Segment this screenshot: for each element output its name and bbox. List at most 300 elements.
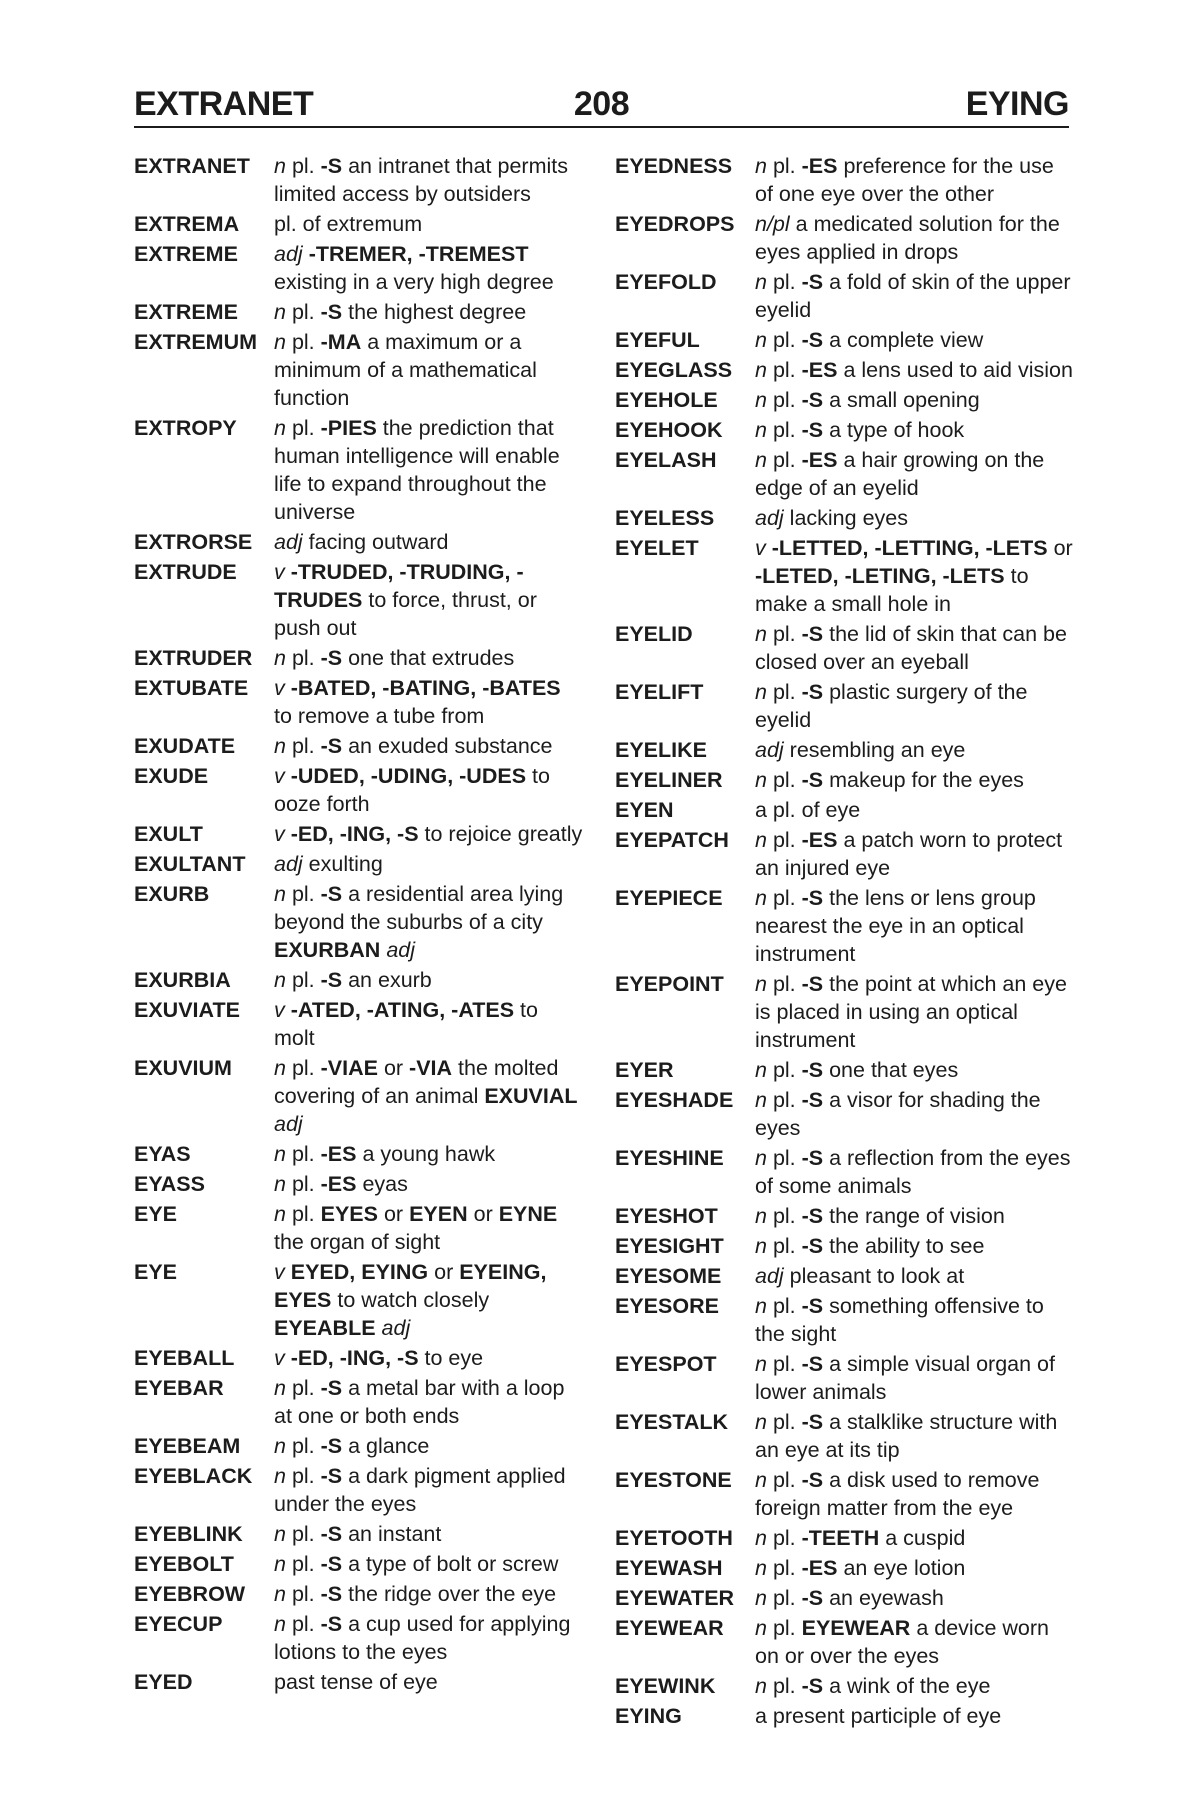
part-of-speech: adj — [386, 938, 416, 962]
part-of-speech: n — [755, 448, 767, 472]
definition — [274, 1170, 584, 1198]
definition-text: the lid of skin that can be closed over an eyeball — [755, 622, 1067, 674]
definition — [755, 504, 1075, 532]
part-of-speech: adj — [381, 1316, 411, 1340]
dictionary-entry — [134, 1344, 584, 1372]
definition-text: pl. — [285, 1142, 321, 1166]
definition-text: pl. — [766, 448, 802, 472]
headword: EXUDE — [134, 764, 209, 788]
definition — [755, 970, 1075, 1054]
definition-text: pl. — [766, 1058, 802, 1082]
definition — [274, 762, 584, 818]
definition-text: to eye — [418, 1346, 484, 1370]
dictionary-entry — [615, 620, 1075, 676]
inflection: -ES — [320, 1142, 357, 1166]
part-of-speech: adj — [755, 506, 784, 530]
inflection: -S — [320, 882, 343, 906]
headword: EYEFOLD — [615, 270, 717, 294]
definition — [755, 386, 1075, 414]
definition-text: facing outward — [302, 530, 449, 554]
inflection: EYEN — [409, 1202, 468, 1226]
dictionary-entry — [134, 1550, 584, 1578]
dictionary-entry — [615, 736, 1075, 764]
definition-text: pl. — [766, 1468, 802, 1492]
definition — [755, 1086, 1075, 1142]
definition — [274, 1140, 584, 1168]
part-of-speech: n — [755, 1616, 767, 1640]
inflection: -S — [801, 418, 824, 442]
headword: EYEBOLT — [134, 1552, 234, 1576]
inflection: -ED, -ING, -S — [290, 822, 419, 846]
dictionary-entry — [615, 1466, 1075, 1522]
definition-text: pl. — [285, 1056, 321, 1080]
dictionary-entry — [134, 1258, 584, 1342]
definition — [274, 1668, 584, 1696]
definition-text: or — [467, 1202, 499, 1226]
headword: EYESOME — [615, 1264, 722, 1288]
definition — [274, 1374, 584, 1430]
left-column — [134, 152, 584, 1698]
headword: EYASS — [134, 1172, 205, 1196]
definition-text: a cup used for applying lotions to the eyes — [274, 1612, 571, 1664]
definition-text: a type of hook — [823, 418, 965, 442]
headword: EXURB — [134, 882, 210, 906]
headword: EYE — [134, 1260, 178, 1284]
headword: EXTRANET — [134, 154, 250, 178]
definition-text: a residential area lying beyond the suburbs of a city — [274, 882, 564, 934]
definition-text: a disk used to remove foreign matter from the eye — [755, 1468, 1040, 1520]
headword: EXTREMUM — [134, 330, 258, 354]
definition — [274, 1462, 584, 1518]
dictionary-entry — [615, 1408, 1075, 1464]
part-of-speech: adj — [755, 738, 784, 762]
part-of-speech: adj — [274, 1112, 303, 1136]
definition-text: the ridge over the eye — [342, 1582, 557, 1606]
definition-text: pl. — [766, 768, 802, 792]
part-of-speech: n — [755, 1146, 767, 1170]
definition-text: a simple visual organ of lower animals — [755, 1352, 1055, 1404]
headword: EYELIKE — [615, 738, 707, 762]
headword: EYEBLACK — [134, 1464, 253, 1488]
definition-text: pl. — [285, 1376, 321, 1400]
dictionary-entry — [615, 326, 1075, 354]
inflection: -TREMER, -TREMEST — [308, 242, 529, 266]
running-head-last-word: EYING — [965, 85, 1069, 123]
inflection: -ED, -ING, -S — [290, 1346, 419, 1370]
inflection: -S — [320, 1522, 343, 1546]
headword: EYAS — [134, 1142, 191, 1166]
part-of-speech: n — [274, 1612, 286, 1636]
definition-text: pl. — [766, 680, 802, 704]
definition-text: past tense of eye — [274, 1670, 438, 1694]
definition-text: an intranet that permits limited access by outsiders — [274, 154, 568, 206]
definition-text: a type of bolt or screw — [342, 1552, 559, 1576]
inflection: -S — [320, 154, 343, 178]
dictionary-entry — [134, 210, 584, 238]
page-header — [134, 78, 1069, 128]
headword: EYESHOT — [615, 1204, 718, 1228]
headword: EXULTANT — [134, 852, 246, 876]
definition-text: the highest degree — [342, 300, 527, 324]
part-of-speech: n — [755, 1526, 767, 1550]
part-of-speech: n — [274, 300, 286, 324]
definition — [274, 1550, 584, 1578]
dictionary-entry — [134, 1432, 584, 1460]
dictionary-entry — [134, 240, 584, 296]
headword: EXTROPY — [134, 416, 237, 440]
definition — [755, 736, 1075, 764]
part-of-speech: n — [274, 968, 286, 992]
inflection: -S — [320, 1464, 343, 1488]
definition — [274, 1580, 584, 1608]
headword: EYESIGHT — [615, 1234, 724, 1258]
headword: EXTUBATE — [134, 676, 249, 700]
dictionary-entry — [134, 966, 584, 994]
dictionary-entry — [134, 328, 584, 412]
definition — [274, 820, 584, 848]
definition-text: resembling an eye — [783, 738, 966, 762]
definition — [274, 966, 584, 994]
inflection: -S — [801, 1058, 824, 1082]
part-of-speech: n — [755, 886, 767, 910]
definition — [755, 1408, 1075, 1464]
inflection: -S — [320, 1434, 343, 1458]
definition — [755, 446, 1075, 502]
definition-text: preference for the use of one eye over the other — [755, 154, 1054, 206]
definition-text: pl. — [285, 1172, 321, 1196]
inflection: EYEING, EYES — [274, 1260, 547, 1312]
definition-text: pl. — [766, 1674, 802, 1698]
definition-text: to force, thrust, or push out — [274, 588, 537, 640]
part-of-speech: v — [274, 822, 285, 846]
definition — [755, 268, 1075, 324]
part-of-speech: n — [755, 622, 767, 646]
headword: EYER — [615, 1058, 674, 1082]
headword: EXTRUDE — [134, 560, 237, 584]
part-of-speech: v — [755, 536, 766, 560]
definition-text: the organ of sight — [274, 1230, 441, 1254]
dictionary-entry — [615, 446, 1075, 502]
definition — [755, 826, 1075, 882]
dictionary-entry — [134, 1610, 584, 1666]
dictionary-entry — [615, 1202, 1075, 1230]
inflection: -ES — [320, 1172, 357, 1196]
definition — [755, 416, 1075, 444]
dictionary-entry — [615, 1672, 1075, 1700]
dictionary-entry — [134, 1200, 584, 1256]
dictionary-entry — [615, 210, 1075, 266]
dictionary-entry — [615, 416, 1075, 444]
dictionary-entry — [134, 1170, 584, 1198]
inflection: -S — [320, 1582, 343, 1606]
definition — [755, 326, 1075, 354]
part-of-speech: v — [274, 560, 285, 584]
part-of-speech: n — [755, 1058, 767, 1082]
running-head-first-word: EXTRANET — [134, 85, 314, 123]
definition-text: existing in a very high degree — [274, 270, 554, 294]
definition-text: or — [377, 1056, 410, 1080]
definition-text: pl. — [766, 828, 802, 852]
definition — [274, 528, 584, 556]
headword: EYESHADE — [615, 1088, 734, 1112]
inflection: -TEETH — [801, 1526, 880, 1550]
part-of-speech: n — [755, 1674, 767, 1698]
inflection: -S — [801, 1204, 824, 1228]
headword: EYEBAR — [134, 1376, 224, 1400]
definition — [755, 534, 1075, 618]
definition-text: pl. — [766, 154, 802, 178]
part-of-speech: v — [274, 1346, 285, 1370]
definition-text: a pl. of eye — [755, 798, 861, 822]
dictionary-entry — [615, 1554, 1075, 1582]
definition-text: pl. — [766, 418, 802, 442]
part-of-speech: n — [274, 1582, 286, 1606]
inflection: -VIA — [409, 1056, 453, 1080]
part-of-speech: n — [755, 328, 767, 352]
definition-text: pl. — [766, 1410, 802, 1434]
dictionary-entry — [615, 796, 1075, 824]
definition-text: to watch closely — [331, 1288, 490, 1312]
definition-text: pl. — [285, 1552, 321, 1576]
definition-text: or — [428, 1260, 460, 1284]
definition — [274, 1200, 584, 1256]
part-of-speech: n — [755, 270, 767, 294]
definition-text: pl. — [766, 1234, 802, 1258]
definition-text: pl. — [766, 622, 802, 646]
definition-text: an instant — [342, 1522, 442, 1546]
headword: EYEBLINK — [134, 1522, 243, 1546]
inflection: -S — [801, 768, 824, 792]
headword: EYEDNESS — [615, 154, 733, 178]
headword: EYEBROW — [134, 1582, 246, 1606]
dictionary-entry — [134, 820, 584, 848]
inflection: -S — [801, 1468, 824, 1492]
definition — [755, 620, 1075, 676]
definition-text: a wink of the eye — [823, 1674, 991, 1698]
definition-text: makeup for the eyes — [823, 768, 1024, 792]
headword: EXURBIA — [134, 968, 231, 992]
definition — [755, 210, 1075, 266]
dictionary-entry — [134, 528, 584, 556]
definition-text: pl. — [285, 1522, 321, 1546]
inflection: -S — [320, 734, 343, 758]
definition-text: pl. — [285, 300, 321, 324]
headword: EYEWASH — [615, 1556, 723, 1580]
headword: EYELINER — [615, 768, 723, 792]
part-of-speech: n — [274, 1172, 286, 1196]
definition — [755, 1584, 1075, 1612]
headword: EYE — [134, 1202, 178, 1226]
definition — [274, 674, 584, 730]
definition-text: pl. — [766, 886, 802, 910]
dictionary-entry — [134, 850, 584, 878]
definition-text: a hair growing on the edge of an eyelid — [755, 448, 1045, 500]
definition-text: pl. — [766, 1616, 802, 1640]
definition-text: a visor for shading the eyes — [755, 1088, 1041, 1140]
headword: EYEDROPS — [615, 212, 735, 236]
definition — [755, 678, 1075, 734]
definition — [755, 1262, 1075, 1290]
definition-text: something offensive to the sight — [755, 1294, 1044, 1346]
definition-text: pl. — [285, 646, 321, 670]
definition — [755, 1524, 1075, 1552]
part-of-speech: n — [755, 972, 767, 996]
headword: EYEGLASS — [615, 358, 733, 382]
inflection: -ES — [801, 154, 838, 178]
dictionary-entry — [134, 1668, 584, 1696]
inflection: EYED, EYING — [290, 1260, 429, 1284]
headword: EYECUP — [134, 1612, 223, 1636]
inflection: -S — [801, 328, 824, 352]
definition-text: plastic surgery of the eyelid — [755, 680, 1028, 732]
definition — [755, 1202, 1075, 1230]
part-of-speech: n — [755, 1410, 767, 1434]
part-of-speech: n — [755, 1586, 767, 1610]
headword: EYEPATCH — [615, 828, 729, 852]
definition-text: pleasant to look at — [783, 1264, 965, 1288]
definition-text: pl. — [285, 330, 321, 354]
definition-text: the range of vision — [823, 1204, 1005, 1228]
definition-text: pl. — [766, 270, 802, 294]
headword: EYELIFT — [615, 680, 704, 704]
definition-text: to remove a tube from — [274, 704, 485, 728]
inflection: EXURBAN — [274, 938, 381, 962]
inflection: EYEABLE — [274, 1316, 376, 1340]
definition — [755, 1232, 1075, 1260]
definition — [274, 152, 584, 208]
part-of-speech: adj — [274, 242, 303, 266]
definition-text: the lens or lens group nearest the eye in an optical instrument — [755, 886, 1036, 966]
definition-text: a small opening — [823, 388, 980, 412]
definition-text: an eye lotion — [837, 1556, 966, 1580]
dictionary-entry — [615, 1702, 1075, 1730]
part-of-speech: n — [274, 882, 286, 906]
headword: EXULT — [134, 822, 203, 846]
part-of-speech: n/pl — [755, 212, 790, 236]
definition — [755, 884, 1075, 968]
inflection: -ES — [801, 448, 838, 472]
part-of-speech: n — [274, 734, 286, 758]
definition-text: to molt — [274, 998, 538, 1050]
inflection: EXUVIAL — [484, 1084, 578, 1108]
definition — [755, 1554, 1075, 1582]
definition-text: pl. — [285, 1464, 321, 1488]
dictionary-entry — [134, 1374, 584, 1430]
headword: EYEN — [615, 798, 674, 822]
dictionary-entry — [134, 732, 584, 760]
definition — [274, 328, 584, 412]
inflection: -VIAE — [320, 1056, 378, 1080]
inflection: -S — [801, 1234, 824, 1258]
definition-text: a patch worn to protect an injured eye — [755, 828, 1063, 880]
part-of-speech: n — [755, 828, 767, 852]
dictionary-entry — [615, 678, 1075, 734]
inflection: -S — [801, 622, 824, 646]
definition — [274, 1344, 584, 1372]
definition-text: or — [1047, 536, 1073, 560]
headword: EYED — [134, 1670, 193, 1694]
part-of-speech: n — [755, 418, 767, 442]
headword: EXUVIUM — [134, 1056, 232, 1080]
definition-text: pl. — [766, 1146, 802, 1170]
definition-text: pl. — [285, 968, 321, 992]
headword: EYEWATER — [615, 1586, 735, 1610]
part-of-speech: n — [755, 1234, 767, 1258]
definition — [755, 1292, 1075, 1348]
headword: EXTREME — [134, 300, 238, 324]
dictionary-entry — [134, 996, 584, 1052]
definition — [274, 1258, 584, 1342]
definition-text: an exuded substance — [342, 734, 553, 758]
definition-text: pl. — [766, 1586, 802, 1610]
part-of-speech: v — [274, 764, 285, 788]
definition-text: pl. — [285, 734, 321, 758]
inflection: -S — [801, 1410, 824, 1434]
headword: EYESHINE — [615, 1146, 724, 1170]
definition — [755, 1144, 1075, 1200]
part-of-speech: v — [274, 676, 285, 700]
part-of-speech: n — [755, 358, 767, 382]
definition-text: pl. — [285, 1434, 321, 1458]
definition-text: a metal bar with a loop at one or both ends — [274, 1376, 565, 1428]
right-column — [615, 152, 1075, 1732]
inflection: -S — [320, 1552, 343, 1576]
headword: EYELASH — [615, 448, 717, 472]
part-of-speech: n — [755, 1556, 767, 1580]
definition-text: a device worn on or over the eyes — [755, 1616, 1049, 1668]
dictionary-entry — [615, 1614, 1075, 1670]
definition-text: the ability to see — [823, 1234, 985, 1258]
inflection: -ES — [801, 358, 838, 382]
dictionary-entry — [615, 1584, 1075, 1612]
headword: EXTREMA — [134, 212, 240, 236]
definition-text: a stalklike structure with an eye at its tip — [755, 1410, 1058, 1462]
definition — [274, 850, 584, 878]
definition — [274, 1432, 584, 1460]
inflection: -S — [801, 388, 824, 412]
dictionary-entry — [134, 414, 584, 526]
inflection: -S — [801, 1294, 824, 1318]
definition-text: pl. — [766, 1294, 802, 1318]
headword: EXUVIATE — [134, 998, 240, 1022]
headword: EYESPOT — [615, 1352, 717, 1376]
part-of-speech: n — [755, 768, 767, 792]
dictionary-entry — [615, 386, 1075, 414]
dictionary-entry — [134, 762, 584, 818]
definition — [274, 414, 584, 526]
definition — [274, 1520, 584, 1548]
definition — [755, 356, 1075, 384]
inflection: -S — [320, 300, 343, 324]
definition — [274, 732, 584, 760]
dictionary-entry — [615, 534, 1075, 618]
headword: EYESTONE — [615, 1468, 732, 1492]
inflection: -BATED, -BATING, -BATES — [290, 676, 561, 700]
definition-text: exulting — [302, 852, 383, 876]
definition-text: pl. — [766, 388, 802, 412]
definition-text: a reflection from the eyes of some animals — [755, 1146, 1071, 1198]
part-of-speech: n — [755, 1352, 767, 1376]
part-of-speech: n — [274, 330, 286, 354]
headword: EYEPIECE — [615, 886, 723, 910]
definition-text: pl. — [766, 1204, 802, 1228]
headword: EYING — [615, 1704, 682, 1728]
dictionary-entry — [615, 268, 1075, 324]
part-of-speech: n — [274, 1552, 286, 1576]
definition — [274, 1610, 584, 1666]
definition-text: a fold of skin of the upper eyelid — [755, 270, 1071, 322]
headword: EYETOOTH — [615, 1526, 733, 1550]
